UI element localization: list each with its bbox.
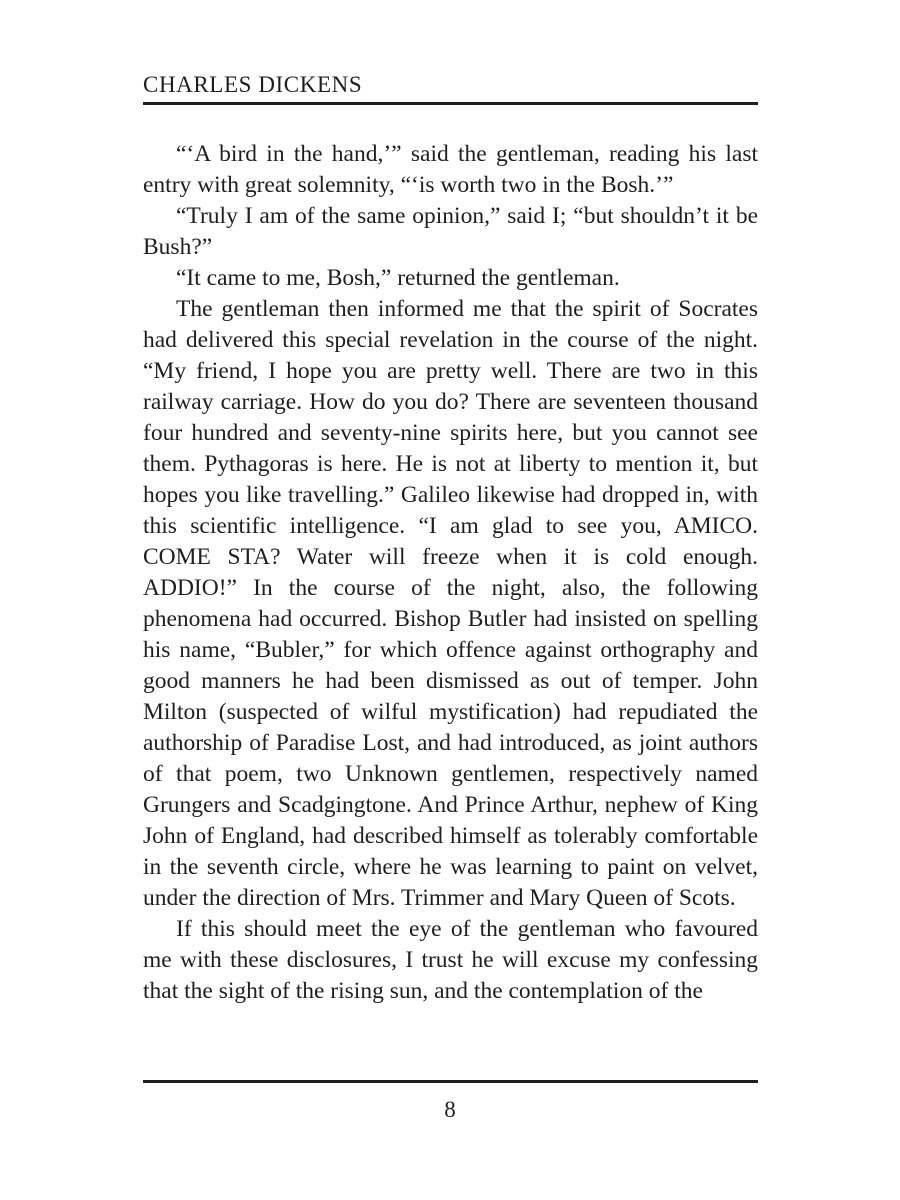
paragraph: “‘A bird in the hand,’” said the gentleman, reading his last entry with great solemnity, “‘is worth two in the Bosh.’” [143,141,758,198]
body-text [143,139,758,1007]
paragraph: The gentleman then informed me that the spirit of Socrates had delivered this special revelation in the course of the night. “My friend, I hope you are pretty well. There are two in this railway carriage. How do you do? There are seventeen thousand four hundred and seventy-nine spirits here, but you cannot see them. Pythagoras is here. He is not at liberty to mention it, but hopes you like travelling.” Galileo likewise had dropped in, with this scientific intelligence. “I am glad to see you, AMICO. COME STA? Water will freeze when it is cold enough. ADDIO!” In the course of the night, also, the following phenomena had occurred. Bishop Butler had insisted on spelling his name, “Bubler,” for which offence against orthography and good manners he had been dismissed as out of temper. John Milton (suspected of wilful mystification) had repudiated the authorship of Paradise Lost, and had introduced, as joint authors of that poem, two Unknown gentlemen, respectively named Grungers and Scadgingtone. And Prince Arthur, nephew of King John of England, had described himself as tolerably comfortable in the seventh circle, where he was learning to paint on velvet, under the direction of Mrs. Trimmer and Mary Queen of Scots. [143,296,758,911]
running-header [143,68,758,105]
page-number: 8 [444,1097,456,1122]
paragraph: “Truly I am of the same opinion,” said I; “but shouldn’t it be Bush?” [143,203,758,260]
running-head-title: CHARLES DICKENS [143,72,363,97]
paragraph: “It came to me, Bosh,” returned the gentleman. [176,265,620,291]
paragraph: If this should meet the eye of the gentleman who favoured me with these disclosures, I trust he will excuse my confessing that the sight of the rising sun, and the contemplation of the [143,916,758,1004]
footer-rule [143,1080,758,1083]
